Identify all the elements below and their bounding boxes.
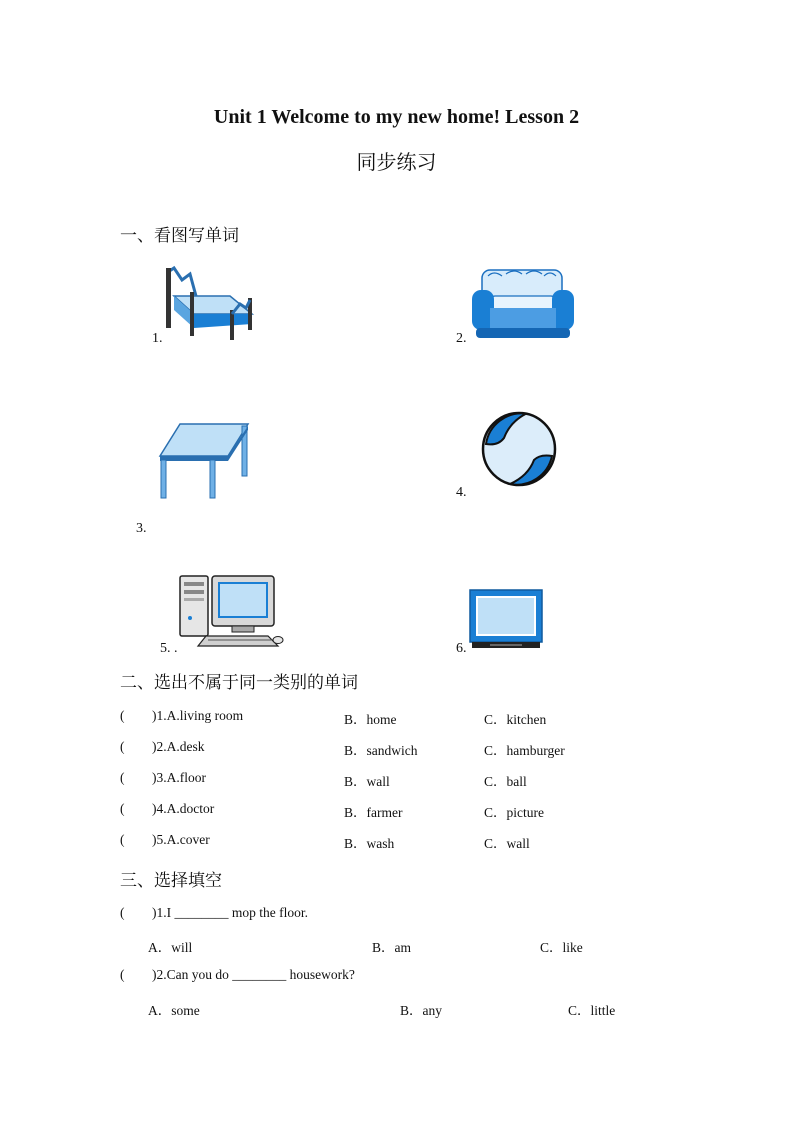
item-6-number: 6. — [456, 641, 467, 656]
q2-5-paren: ( — [120, 832, 125, 847]
ball-icon — [480, 410, 558, 488]
q2-1-paren: ( — [120, 708, 125, 723]
q3-2-stem: )2.Can you do ________ housework? — [152, 967, 355, 982]
q2-3-option-c: C．ball — [484, 774, 527, 789]
q2-1-option-c: C．kitchen — [484, 712, 547, 727]
section1-heading: 一、看图写单词 — [120, 226, 239, 246]
section2-heading: 二、选出不属于同一类别的单词 — [120, 673, 358, 693]
q2-5-option-b: B．wash — [344, 836, 395, 851]
q2-2-option-b: B．sandwich — [344, 743, 418, 758]
q2-4-option-a: )4.A.doctor — [152, 801, 215, 816]
q2-5-option-c: C．wall — [484, 836, 530, 851]
q2-5-option-a: )5.A.cover — [152, 832, 210, 847]
tv-icon — [468, 588, 544, 652]
q2-2-paren: ( — [120, 739, 125, 754]
q2-1-option-a: )1.A.living room — [152, 708, 244, 723]
q3-2-option-b: B．any — [400, 1003, 442, 1018]
q3-1-stem: )1.I ________ mop the floor. — [152, 905, 308, 920]
computer-icon — [178, 574, 286, 650]
bed-icon — [160, 262, 256, 346]
section3-heading: 三、选择填空 — [120, 871, 222, 891]
q2-3-option-a: )3.A.floor — [152, 770, 206, 785]
q2-2-option-c: C．hamburger — [484, 743, 565, 758]
q3-1-option-b: B．am — [372, 940, 411, 955]
item-4-number: 4. — [456, 485, 467, 500]
q3-2-paren: ( — [120, 967, 125, 982]
q2-4-option-c: C．picture — [484, 805, 544, 820]
q2-4-option-b: B．farmer — [344, 805, 403, 820]
item-1-number: 1. — [152, 331, 163, 346]
q2-2-option-a: )2.A.desk — [152, 739, 205, 754]
q2-1-option-b: B．home — [344, 712, 397, 727]
item-2-number: 2. — [456, 331, 467, 346]
page-title: Unit 1 Welcome to my new home! Lesson 2 — [213, 106, 580, 128]
item-3-number: 3. — [136, 521, 147, 536]
q3-2-option-a: A．some — [148, 1003, 200, 1018]
q3-1-option-a: A．will — [148, 940, 193, 955]
q2-3-paren: ( — [120, 770, 125, 785]
q2-3-option-b: B．wall — [344, 774, 390, 789]
sofa-icon — [468, 262, 576, 344]
table-icon — [158, 422, 250, 500]
q3-1-option-c: C．like — [540, 940, 583, 955]
page-subtitle: 同步练习 — [356, 150, 437, 174]
q3-2-option-c: C．little — [568, 1003, 616, 1018]
q2-4-paren: ( — [120, 801, 125, 816]
q3-1-paren: ( — [120, 905, 125, 920]
item-5-number: 5. . — [160, 641, 178, 656]
